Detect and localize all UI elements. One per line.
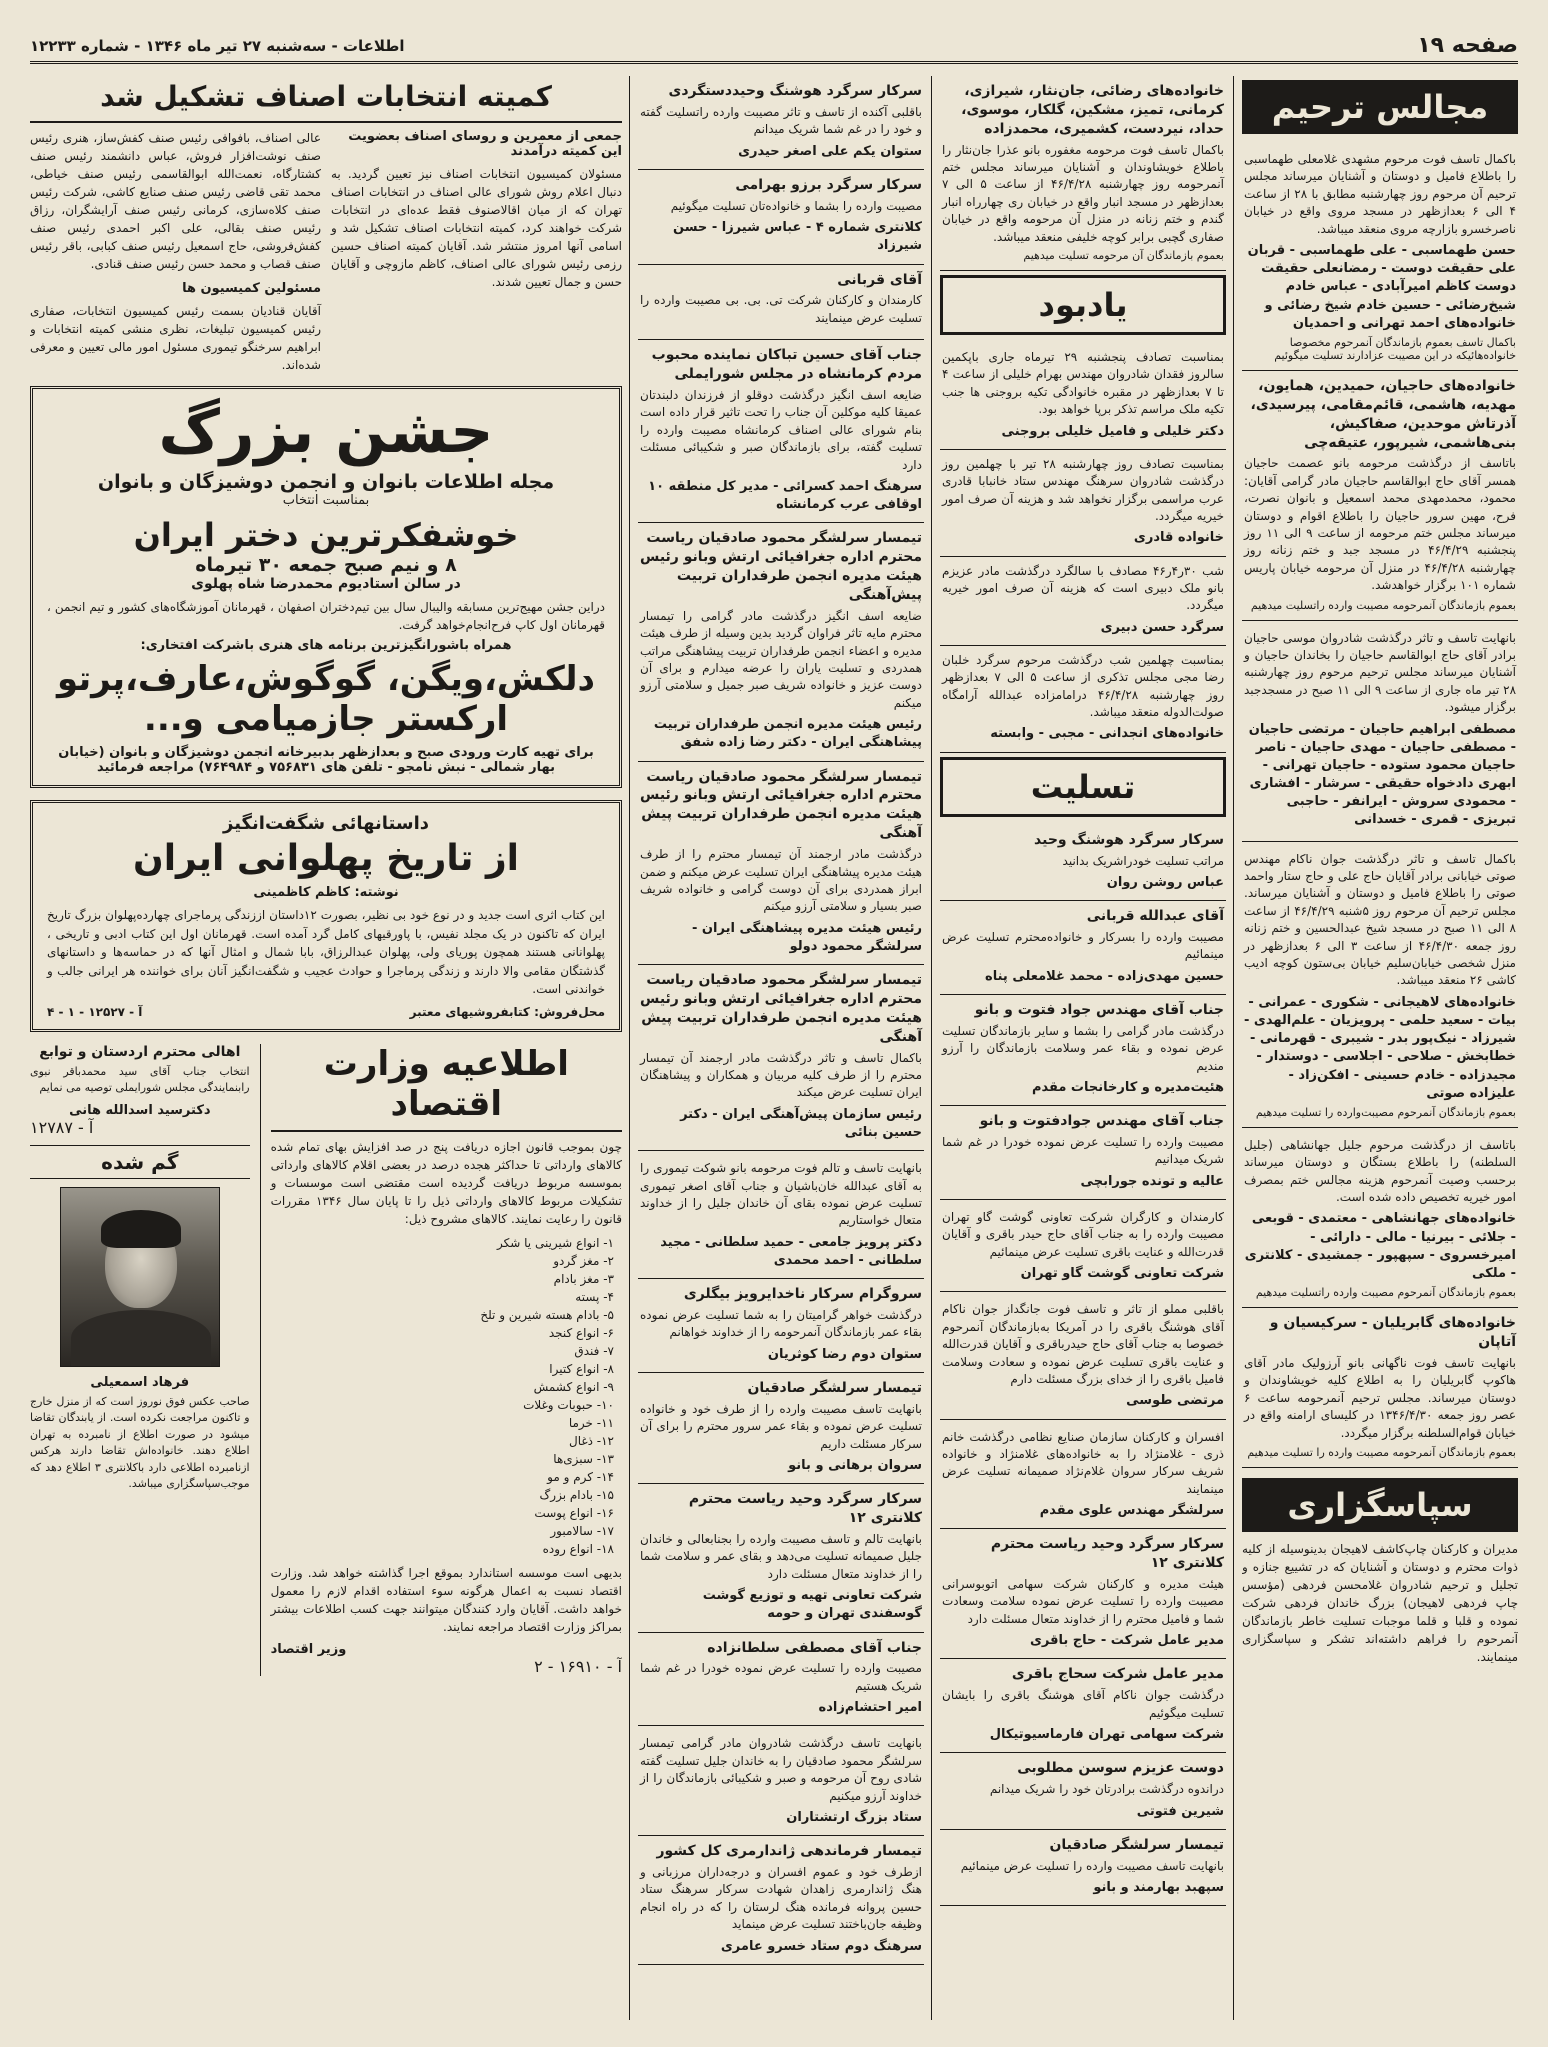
lost-body: صاحب عکس فوق نوروز است که از منزل خارج و تاکنون مراجعت نکرده است. از یابندگان تقاضا میشود در صورت اطلاع از نامبرده به تهران اطلاع دهند. خانواده‌اش تقاضا دارند هرکس ازنامبرده اطلاعی دارد باکلانتری ۳ اطلاع دهد که موجب‌سپاسگزاری میباشد. <box>30 1394 250 1491</box>
article-col-left <box>30 129 321 374</box>
gratitude-title: اهالی محترم اردستان و توابع <box>39 1043 241 1060</box>
notice-heading: تیمسار فرماندهی ژاندارمری کل کشور <box>656 1843 922 1860</box>
notice-block <box>940 76 1226 271</box>
article-body <box>30 129 622 374</box>
notice-body: بانهایت تاسف درگذشت شادروان مادر گرامی تیمسار سرلشگر محمود صادقیان را به خاندان جلیل تسلیت گفته شادی روح آن مرحومه و صبر و شکیبائی بازماندگان را از خداوند آرزو میکنیم <box>640 1736 922 1803</box>
notice-heading: سرکار سرگرد وحید ریاست محترم کلانتری ۱۲ <box>688 1491 922 1527</box>
notice-heading: تیمسار سرلشگر محمود صادقیان ریاست محترم اداره جغرافیائی ارتش وبانو رئیس هیئت مدیره انجمن طرفداران تربیت پیش آهنگی <box>640 768 922 842</box>
column-rule <box>1233 76 1234 2020</box>
ministry-items <box>271 1234 622 1558</box>
column-memorial-condolence <box>940 76 1226 2020</box>
notice-signature: مصطفی ابراهیم حاجیان - مرتضی حاجیان - مصطفی حاجیان - مهدی حاجیان - ناصر حاجیان محمود ستوده - حاجیان تهرانی - ابهری دادخواه حقیقی - سرشار - افشاری - محمودی سروش - ایرانفر - حاجبی تبریزی - قمری - خسدانی <box>1248 721 1516 828</box>
notice-block <box>940 825 1226 901</box>
notice-signature: خانواده‌های لاهیجانی - شکوری - عمرانی - بیات - سعید حلمی - پرویزیان - علم‌الهدی - شیرزاد - نیک‌پور بدر - شیبری - قهرمانی - خطابخش - صلاحی - اجلاسی - دوستدار - مجیدزاده - خادم حسینی - افکن‌زاد - علیزاده صوتی <box>1243 994 1516 1101</box>
notice-body: بمناسبت تصادف پنجشنبه ۲۹ تیرماه جاری باپکمین سالروز فقدان شادروان مهندس بهرام خلیلی از ساعت ۴ تا ۷ بعدازظهر در مقبره خانوادگی تکیه بروجنی ها جنب تکیه ملک مراسم تذکر برپا خواهد بود. <box>942 350 1225 417</box>
ministry-item: ۱۶- انواع پوست <box>534 1505 614 1520</box>
ad-tickets: برای تهیه کارت ورودی صبح و بعدازظهر بدبیرخانه انجمن دوشیزگان و بانوان (خیابان بهار شمالی - نبش نامجو - تلفن های ۷۵۶۸۳۱ و ۷۶۴۹۸۴) مراجعه فرمائید <box>58 745 594 775</box>
newspaper-page <box>30 30 1518 2020</box>
notice-heading: دوست عزیزم سوسن مطلوبی <box>1017 1760 1224 1777</box>
notice-signature: سرهنگ دوم ستاد خسرو عامری <box>720 1938 922 1954</box>
notice-body: باتاسف از درگذشت مرحومه بانو عصمت حاجیان همسر آقای حاج ابوالقاسم حاجیان مادر گرامی آقایان: محمود، محمدمهدی محمد اسمعیل و بانوان نصرت، فرح، مهین سرور حاجیان را باطلاع اقوام و دوستان میرساند مجلس ختم مرحومه از ساعت ۹ الی ۱۱ روز پنجشنبه ۴۶/۴/۲۹ در مسجد جبد و ختم زنانه روز چهارشنبه ۴۶/۴/۲۸ در منزل آن مرحومه خیابان پاریس شماره ۱۰۱ برگزار خواهدشد. <box>1244 456 1516 593</box>
notice-heading: تیمسار سرلشگر محمود صادقیان ریاست محترم اداره جغرافیائی ارتش وبانو رئیس هیئت مدیره انجمن طرفداران تربیت پیش‌آهنگی <box>640 530 922 603</box>
gratitude-text: مدیران و کارکنان چاپ‌کاشف لاهیجان بدینوسیله از کلیه ذوات محترم و دوستان و آشنایان که در تشییع جنازه و تجلیل و ترحیم شادروان غلامحسن فردهی (مؤسس چاپ فردهی لاهیجان) بزرگ خاندان فردهی شرکت نموده و قلبا و قلما موجبات تسلیت خاطر بازماندگان آنمرحوم را فراهم داشته‌اند تشکر و سپاسگزاری مینمایند. <box>1242 1541 1518 1664</box>
page-number: صفحه ۱۹ <box>1417 33 1518 58</box>
ad-book <box>30 800 622 1032</box>
ad-time: ۸ و نیم صبح جمعه ۳۰ تیرماه <box>195 554 457 576</box>
ministry-item: ۱۷- سالامبور <box>550 1523 614 1538</box>
notice-signature: عالیه و تونده جورابچی <box>1080 1173 1224 1189</box>
notice-body: بمناسبت تصادف روز چهارشنبه ۲۸ تیر با چهلمین روز درگذشت شادروان سرهنگ مهندس ستاد خانبابا قادری عرب مراسمی برگزار نخواهد شد و هزینه آن صرف امور خیریه میگردد. <box>942 456 1224 523</box>
notice-body: بانهایت تاسف و تاثر درگذشت شادروان موسی حاجیان برادر آقای حاج ابوالقاسم حاجیان را بخاندان حاجیان و آشنایان میرساند مجلس ترحیم مرحوم روز چهارشنبه ۲۸ تیر ماه جاری از ساعت ۹ الی ۱۱ صبح در مسجدجبد برگزار میشود. <box>1244 630 1517 715</box>
article-paragraph: عالی اصناف، بافوافی رئیس صنف کفش‌ساز، هنری رئیس صنف نوشت‌افزار فروش، عباس دانشمند رئیس صنف کشتارگاه، نعمت‌الله ابوالقاسمی رئیس صنف خیاطی، محمد تقی قاضی رئیس صنف صنایع کاشی، شرکت رئیس صنف کلاه‌سازی، کرمانی رئیس صنف آرایشگران، رزاق رئیس صنف بقالی، علی اکبر احمدی رئیس صنف کفش‌فروشی، حاج اسمعیل رئیس صنف کبابی، باقر رئیس صنف قصاب و محمد حسن رئیس صنف قنادی. <box>30 131 321 271</box>
notice-heading: خانواده‌های گابریلیان - سرکیسیان و آتاپان <box>1269 1315 1516 1351</box>
notice-body: مصیبت وارده را بسرکار و خانواده‌محترم تسلیت عرض مینمائیم <box>942 929 1224 962</box>
notice-body: ازطرف خود و عموم افسران و درجه‌داران مرزبانی و هنگ ژاندارمری زاهدان شهادت سرکار سرهنگ ستاد حسین پروانه فرمانده هنگ لرستان را که در راه انجام وظیفه جان‌باختند تسلیت عرض مینماید <box>640 1865 922 1932</box>
ministry-closing: بدیهی است موسسه استاندارد بموقع اجرا گذاشته خواهد شد. وزارت اقتصاد نسبت به اعمال هرگونه سوء استفاده اقدام لازم را معمول خواهد داشت. آقایان وارد کنندگان میتوانند جهت کسب اطلاعات بیشتر بمراکز وزارت اقتصاد مراجعه نمایند. <box>270 1565 622 1634</box>
notice-body: درگذشت مادر گرامی را بشما و سایر بازماندگان تسلیت عرض نموده و بقاء عمر وسلامت بازماندگان را آرزو مندیم <box>942 1023 1224 1073</box>
notice-signature: خانواده قادری <box>1133 530 1224 546</box>
notice-block <box>638 1484 924 1632</box>
notice-body: ضایعه اسف انگیز درگذشت دوقلو از فرزندان دلبندتان عمیقا کلیه موکلین آن جناب را تحت تاثیر قرار داده است بنام شورای عالی اصناف کرمانشاه مصیبت وارده را تسلیت گفته، برای بازماندگان صبر و شکیبائی مسئلت دارد <box>640 387 922 472</box>
notice-signature: خانواده‌های جهانشاهی - معتمدی - قوبعی - جلائی - بیرنیا - مالی - دارائی - امیرخسروی - سپهپور - جمشیدی - کلانتری - ملکی <box>1244 1211 1516 1282</box>
notice-heading: سرکار سرگرد هوشنگ وحیددستگردی <box>668 83 922 99</box>
notice-footer: بعموم بازماندگان آنمرحومه مصیبت وارده راتسلیت میدهیم <box>1250 598 1516 612</box>
notice-block <box>1242 1308 1518 1468</box>
ad-price: محل‌فروش: کتابفروشیهای معتبر <box>409 1004 605 1019</box>
notice-body: بانهایت تاسف مصیبت وارده را تسلیت عرض مینمائیم <box>960 1858 1224 1873</box>
notice-body: درگذشت جوان ناکام آقای هوشنگ باقری را بایشان تسلیت میگوئیم <box>942 1688 1224 1720</box>
notice-block <box>638 965 924 1151</box>
ad-kicker: داستانهائی شگفت‌انگیز <box>223 813 429 834</box>
notice-body: باقلبی آکنده از تاسف و تاثر مصیبت وارده راتسلیت گفته و خود را در غم شما شریک میدانم <box>640 104 922 137</box>
dateline: اطلاعات - سه‌شنبه ۲۷ تیر ماه ۱۳۴۶ - شماره ۱۲۲۳۳ <box>30 36 405 55</box>
notice-block <box>940 901 1226 995</box>
ministry-item: ۱۲- ذغال <box>568 1433 614 1448</box>
notice-block <box>638 1151 924 1279</box>
notice-signature: شرکت تعاونی گوشت گاو تهران <box>1020 1266 1224 1282</box>
notice-footer: بعموم بازماندگان آنمرحوم مصیبت وارده راتسلیت میدهیم <box>1255 1286 1516 1300</box>
gratitude-body: انتخاب جناب آقای سید محمدباقر نبوی رابنمایندگی مجلس شورایملی توصیه می نمایم <box>30 1064 250 1095</box>
notice-signature: رئیس هیئت مدیره انجمن طرفداران تربیت پیشاهنگی ایران - دکتر رضا زاده شفق <box>653 717 922 751</box>
notice-body: باتاسف از درگذشت مرحوم جلیل جهانشاهی (جلیل السلطنه) را باطلاع بستگان و دوستان میرساند برحسب وصیت آنمرحوم هزینه مجالس ختم بمصرف امور خیریه تخصیص داده شده است. <box>1244 1137 1516 1205</box>
ad-orchestra: ارکستر جازمیامی و... <box>143 699 509 739</box>
ministry-item: ۳- مغز بادام <box>553 1271 614 1286</box>
photo-hair <box>101 1210 181 1248</box>
notice-signature: شرکت سهامی تهران فارماسیوتیکال <box>989 1727 1224 1743</box>
ministry-item: ۱۱- خرما <box>568 1415 614 1430</box>
notice-block <box>940 1106 1226 1200</box>
notice-body: هیئت مدیره و کارکنان شرکت سهامی اتوبوسرانی مصیبت وارده را تسلیت عرض نموده سلامت وسعادت شما و فامیل محترم را از خداوند متعال مسئلت دارد <box>942 1577 1224 1626</box>
notice-block <box>940 450 1226 557</box>
notice-body: باکمال تاسف و تاثر درگذشت مادر ارجمند آن تیمسار محترم را از طرف کلیه مربیان و همکاران و پیشاهنگان ایران تسلیت عرض میکند <box>640 1050 922 1100</box>
notice-block <box>638 1836 924 1965</box>
notice-block <box>1242 842 1518 1128</box>
notice-signature: سرهنگ احمد کسرائی - مدیر کل منطقه ۱۰ اوقافی عرب کرمانشاه <box>648 478 922 513</box>
section-head-memorial-services: مجالس ترحیم <box>1242 80 1518 134</box>
notice-block <box>638 762 924 966</box>
photo-shoulders <box>71 1310 211 1366</box>
notice-body: باکمال تاسف فوت مرحومه مغفوره بانو عذرا جان‌نثار را باطلاع خویشاوندان و آشنایان میرساند مجلس ختم آنمرحومه روز چهارشنبه ۴۶/۴/۲۸ از ساعت ۵ الی ۷ بعدازظهر در مسجد انبار واقع در خیابان ری چهارراه انبار گندم و ختم زنانه در منزل آن مرحومه واقع در خیابان صفاری گچبی برابر کوچه خلیفی منعقد میباشد. <box>942 142 1224 244</box>
notice-heading: سرکار سرگرد وحید ریاست محترم کلانتری ۱۲ <box>990 1536 1224 1572</box>
ad-description: دراین جشن مهیج‌ترین مسابقه والیبال سال بین تیم‌دختران اصفهان ، قهرمانان آموزشگاه‌های کشور و تیم انجمن ، قهرمانان اول کاپ فرح‌انجام‌خواهد گرفت. <box>47 600 605 632</box>
article-paragraph: آقایان قنادیان بسمت رئیس کمیسیون انتخابات، صفاری رئیس کمیسیون تبلیغات، نظری منشی کمیته انتخابات و ابراهیم سرخنگو تیموری مسئول امور مالی تعیین و معرفی شده‌اند. <box>30 304 321 372</box>
ad-code: آ - ۱۲۵۲۷ - ۱ - ۴ <box>47 1004 143 1019</box>
notice-signature: هئیت‌مدیره و کارخانجات مقدم <box>1031 1080 1224 1096</box>
notice-block <box>940 995 1226 1106</box>
ad-author: نوشته: کاظم کاظمینی <box>253 885 399 900</box>
notice-block <box>1242 1128 1518 1308</box>
notice-heading: تیمسار سرلشگر صادقیان <box>1049 1836 1224 1853</box>
notice-footer: بعموم بازماندگان آنمرحوم مصیبت‌وارده را تسلیت میدهیم <box>1255 1105 1516 1119</box>
notice-block <box>638 523 924 761</box>
notice-block <box>940 1659 1226 1753</box>
notice-signature: ستوان یکم علی اصغر حیدری <box>738 143 922 159</box>
notice-signature: دکتر پرویز جامعی - حمید سلطانی - مجید سلطانی - احمد محمدی <box>660 1234 922 1268</box>
ministry-sign: وزیر اقتصاد <box>270 1641 347 1657</box>
ad-headline: خوشفکرترین دختر ایران <box>133 516 519 554</box>
ministry-item: ۶- انواع کنجد <box>548 1325 614 1340</box>
missing-person-name: فرهاد اسمعیلی <box>90 1374 190 1390</box>
ministry-item: ۱۳- سبزی‌ها <box>553 1451 614 1466</box>
notice-block <box>940 1420 1226 1530</box>
notice-body: مراتب تسلیت خودراشریک بدانید <box>1062 853 1224 868</box>
ad-book-title <box>47 838 605 879</box>
notice-signature: مرتضی طوسی <box>1126 1393 1224 1409</box>
notice-signature: خانواده‌های انجدانی - مجبی - وابسته <box>990 726 1224 742</box>
article-paragraph: مسئولان کمیسیون انتخابات اصناف نیز تعیین گردید. به دنبال اعلام روش شورای عالی اصناف در انتخابات اصناف تهران که از میان اقالاصنوف فقط عده‌ای در انتخابات شرکت خواهند کرد، کمیته انتخابات اصناف تشکیل شد و اسامی آنها امروز منتشر شد. آقایان کمیته اصناف حسین رزمی رئیس شورای عالی اصناف، کاظم مازوچی و آقایان حسن و جمال تعیین شدند. <box>331 167 622 289</box>
notice-heading: آقای عبدالله قربانی <box>1086 908 1224 925</box>
notice-body: درگذشت خواهر گرامیتان را به شما تسلیت عرض نموده بقاء عمر بازماندگان آنمرحومه را از خداوند خواهانم <box>640 1308 922 1340</box>
notice-signature: امیر احتشام‌زاده <box>818 1700 922 1716</box>
ministry-item: ۹- انواع کشمش <box>533 1379 614 1394</box>
ad-grand-festival <box>30 386 622 788</box>
notice-block <box>940 1830 1226 1906</box>
notice-block <box>940 557 1226 646</box>
notice-signature: حسین مهدی‌زاده - محمد غلامعلی پناه <box>985 968 1224 984</box>
notice-heading: تیمسار سرلشگر محمود صادقیان ریاست محترم اداره جغرافیائی ارتش وبانو رئیس هیئت مدیره انجمن طرفداران تربیت پیش آهنگی <box>640 972 922 1045</box>
notice-footer: بعموم بازماندگان آنمرحومه مصیبت وارده را تسلیت میدهیم <box>1247 1445 1516 1459</box>
condolence-list-2 <box>638 76 924 1965</box>
ministry-item: ۲- مغز گردو <box>553 1253 614 1268</box>
ministry-intro: چون بموجب قانون اجازه دریافت پنج در صد افزایش بهای تمام شده کالاهای وارداتی تا حداکثر هجده درصد در بعضی اقلام کالاهای وارداتی بموسسه مربوط دریافت گردیده است مقتضی است موسسات و تشکیلات مربوط کالاهای وارداتی ذیل را تا پایان سال ۱۳۴۶ مقررات قانون را رعایت نمایند. کالاهای مشروح ذیل: <box>270 1139 622 1226</box>
ministry-item: ۵- بادام هسته شیرین و تلخ <box>480 1307 614 1322</box>
notice-block <box>940 1753 1226 1829</box>
notice-block <box>638 1279 924 1373</box>
notice-block <box>1242 142 1518 371</box>
column-news-ads <box>30 76 622 2020</box>
notice-signature: حسن طهماسبی - علی طهماسبی - قربان علی حقیقت دوست - رمضانعلی حقیقت دوست کاظم امیرآبادی - عباس خادم شیخ‌رضائی - حسین خادم شیخ رضائی و خانواده‌های احمد تهرانی و احمدیان <box>1247 242 1516 331</box>
ad-book-title-b: پهلوانی ایران <box>132 838 374 879</box>
page-header <box>30 30 1518 64</box>
ministry-item: ۱۵- بادام بزرگ <box>539 1487 614 1502</box>
notice-body: مصیبت وارده را تسلیت عرض نموده خودرا در غم شما شریک میدانیم <box>942 1135 1224 1167</box>
section-head-condolence: تسلیت <box>940 757 1226 817</box>
notice-block <box>638 170 924 265</box>
section-head-gratitude: سپاسگزاری <box>1242 1478 1518 1532</box>
notice-signature: عباس روشن روان <box>1106 874 1224 890</box>
article-bullet: جمعی از معمرین و روسای اصناف بعضویت این کمیته درآمدند <box>348 129 622 159</box>
notice-heading: جناب آقای حسین تباکان نماینده محبوب مردم کرمانشاه در مجلس شورایملی <box>651 347 922 383</box>
notice-body: کارمندان و کارگران شرکت تعاونی گوشت گاو تهران مصیبت وارده را به جناب آقای حاج حیدر باقری و آقایان قدرت‌الله و عنایت باقری تسلیت عرض مینمائیم <box>942 1210 1224 1259</box>
ministry-item: ۱۴- کرم و مو <box>547 1469 614 1484</box>
obituary-list <box>1242 142 1518 1468</box>
column-rule <box>629 76 630 2020</box>
notice-block <box>940 343 1226 450</box>
notice-block <box>940 1292 1226 1419</box>
ad-venue: در سالن استادیوم محمدرضا شاه پهلوی <box>191 576 461 592</box>
ministry-item: ۴- پسته <box>575 1289 614 1304</box>
missing-person-photo <box>60 1187 220 1367</box>
notice-heading: سرکار سرگرد برزو بهرامی <box>735 176 922 193</box>
notice-body: کارمندان و کارکنان شرکت تی. بی. بی مصیبت وارده را تسلیت عرض مینمایند <box>640 293 922 325</box>
notice-heading: سرکار سرگرد هوشنگ وحید <box>1034 831 1224 848</box>
ad-title: جشن بزرگ <box>158 397 494 467</box>
memorial-list <box>940 343 1226 753</box>
notice-block <box>638 1633 924 1727</box>
notice-body: بانهایت تالم و تاسف مصیبت وارده را بجنابعالی و خاندان جلیل صمیمانه تسلیت می‌دهد و بقای عمر و سلامت شما را از خداوند متعال مسئلت دارد <box>640 1532 922 1581</box>
notice-heading: مدیر عامل شرکت سحاج باقری <box>1011 1666 1224 1683</box>
notice-heading: سروگرام سرکار ناخدایرویز بیگلری <box>683 1286 922 1303</box>
notice-signature: ستاد بزرگ ارتشتاران <box>786 1809 922 1825</box>
article-title: کمیته انتخابات اصناف تشکیل شد <box>30 76 622 123</box>
ministry-notice <box>271 1044 622 1676</box>
notice-footer: بعموم بازماندگان آن مرحومه تسلیت میدهیم <box>1023 249 1224 263</box>
notice-signature: سرگرد حسن دبیری <box>1100 619 1224 635</box>
column-obituaries <box>1242 76 1518 2020</box>
notice-signature: دکتر خلیلی و فامیل خلیلی بروجنی <box>1001 423 1224 439</box>
gratitude-sign: دکترسید اسدالله هانی <box>69 1102 211 1118</box>
ministry-title: اطلاعیه وزارت اقتصاد <box>271 1044 622 1132</box>
ministry-item: ۱۰- حبوبات وغلات <box>523 1397 614 1412</box>
notice-signature: شرکت تعاونی تهیه و توزیع گوشت گوسفندی تهران و حومه <box>702 1588 922 1622</box>
notice-block <box>638 340 924 523</box>
notice-block <box>940 1529 1226 1659</box>
notice-signature: کلانتری شماره ۴ - عباس شیرزا - حسن شیرزاد <box>673 220 922 254</box>
ministry-item: ۷- فندق <box>574 1343 614 1358</box>
ministry-code: آ - ۱۶۹۱۰ - ۲ <box>534 1656 622 1676</box>
notice-body: مصیبت وارده را بشما و خانواده‌تان تسلیت میگوئیم <box>670 198 922 213</box>
notice-body: باکمال تاسف و تاثر درگذشت جوان ناکام مهندس صوتی خیابانی برادر آقایان حاج علی و حاج ستار واحمد صوتی را باطلاع فامیل و دوستان و آشنایان میرساند. مجلس ترحیم آن مرحوم روز ۵شنبه ۴۶/۴/۲۹ از ساعت ۸ الی ۱۱ صبح در مسجد شیخ عبدالحسین و ختم زنانه روز جمعه ۴۶/۴/۳۰ از ساعت ۳ الی ۶ بعدازظهر در منزل شخصی خیابان‌سلیم خیابان بی‌ستون کوچه ادیب کاشی ۲۶ منعقد میباشد. <box>1244 851 1517 988</box>
side-notices <box>30 1044 250 1676</box>
notice-body: ضایعه اسف انگیز درگذشت مادر گرامی را تیمسار محترم مایه تاثر فراوان گردید بدین وسیله از طرف هیئت مدیره و اعضاء انجمن طرفداران تربیت پیشاهنگی مراتب همدردی و تسلیت یاران را عرضه میدارم و برای آن دوست عزیز و خانواده شریف صبر جمیل و سلامتی آرزو میکنم <box>640 608 922 710</box>
section-head-memorial: یادبود <box>940 275 1226 335</box>
notice-body: درگذشت مادر ارجمند آن تیمسار محترم را از طرف هیئت مدیره پیشاهنگی ایران تسلیت عرض میکنم و ضمن ابراز همدردی برای آن دوست گرامی و خانواده شریف صبر بسیار و سلامتی آرزو میکنم <box>640 847 922 914</box>
notice-footer: باکمال تاسف بعموم بازماندگان آنمرحوم مخصوصا خانواده‌هائیکه در این مصیبت عزادارند تسلیت میگوئیم <box>1274 335 1516 362</box>
notice-body: بانهایت تاسف و تالم فوت مرحومه بانو شوکت تیموری را به آقای عبدالله خان‌باشیان و جناب آقای اصغر تیموری تسلیت عرض نموده بقای آن خاندان جلیل را از خداوند متعال خواستاریم <box>640 1161 922 1228</box>
ministry-item: ۱- انواع شیرینی یا شکر <box>497 1235 614 1250</box>
notice-body: باقلبی مملو از تاثر و تاسف فوت جانگداز جوان ناکام آقای هوشنگ باقری را در آمریکا به‌بازماندگان آنمرحوم خصوصا به جناب آقای حاج حیدرباقری و آقایان قدرت‌الله و عنایت باقری تسلیت عرض نموده و سعادت وسلامت فامیل باقری را از خدای بزرگ مسئلت دارم <box>942 1302 1224 1386</box>
article-subhead: مسئولین کمیسیون ها <box>182 281 321 296</box>
notice-signature: سرلشگر مهندس علوی مقدم <box>1039 1503 1224 1519</box>
ad-book-title-a: از تاریخ <box>386 838 520 879</box>
notice-block <box>638 265 924 341</box>
notice-heading: تیمسار سرلشگر صادقیان <box>747 1379 922 1396</box>
notice-heading: جناب آقای مهندس جوادفتوت و بانو <box>979 1113 1224 1130</box>
ad-occasion: بمناسبت انتخاب <box>282 493 370 508</box>
notice-signature: رئیس سازمان پیش‌آهنگی ایران - دکتر حسین بنائی <box>680 1106 922 1140</box>
notice-signature: سپهبد بهارمند و بانو <box>1093 1880 1224 1896</box>
ad-artists: دلکش،ویگن، گوگوش،عارف،پرتو <box>57 659 595 699</box>
article-col-right <box>331 129 622 374</box>
notice-block <box>940 1200 1226 1292</box>
notice-block <box>1242 621 1518 842</box>
bottom-row <box>30 1044 622 1676</box>
notice-block <box>940 646 1226 753</box>
ad-footer <box>47 1005 605 1019</box>
lost-title: گم شده <box>30 1145 250 1179</box>
condolence-list <box>940 825 1226 1907</box>
ad-subtitle: مجله اطلاعات بانوان و انجمن دوشیزگان و بانوان <box>97 471 555 493</box>
notice-heading: جناب آقای مهندس جواد فتوت و بانو <box>974 1001 1224 1018</box>
notice-block <box>638 76 924 170</box>
notice-body: شب ۳۰ر۴ر۴۶ مصادف با سالگرد درگذشت مادر عزیزم بانو ملک دبیری است که هزینه آن صرف امور خیریه میگردد. <box>942 563 1225 613</box>
notice-block <box>638 1726 924 1836</box>
notice-signature: رئیس هیئت مدیره پیشاهنگی ایران - سرلشگر محمود دولو <box>692 920 922 954</box>
notice-heading: خانواده‌های حاجیان، حمیدین، همایون، مهدیه، هاشمی، قائم‌مقامی، پیرسیدی، آذرتاش موحدین، صفاکیش، بنی‌هاشمی، شیرپور، عتیقه‌چی <box>1250 377 1516 451</box>
ministry-item: ۱۸- انواع روده <box>542 1541 614 1556</box>
ad-body: این کتاب اثری است جدید و در نوع خود بی نظیر، بصورت ۱۲داستان اززندگی پرماجرای چهارده‌پهلوان بزرگ تاریخ ایران که تاکنون در یک مجلد نفیس، با پاورقیهای کامل گرد آمده است. قهرمانان اول این کتاب ادبی و تاریخی ، پهلوانانی هستند همچون پوریای ولی، پهلوان عبدالرزاق، بابا شمال و امثال آنها که در حماسه‌ها و داستانهای گذشتگان مقامی والا دارند و زندگی پرماجرا و حوادث عجیب و شگفت‌انگیز آنان برای خواننده هر ایرانی جالب و خواندنی است. <box>47 908 605 997</box>
notice-heading: جناب آقای مصطفی سلطانزاده <box>707 1639 922 1656</box>
notice-block <box>1242 371 1518 621</box>
ministry-item: ۸- انواع کتیرا <box>549 1361 614 1376</box>
notice-body: بمناسبت چهلمین شب درگذشت مرحوم سرگرد خلبان رضا مجی مجلس تذکری از ساعت ۵ الی ۷ بعدازظهر روز چهارشنبه ۴۶/۴/۲۸ درامامزاده عبدالله آرامگاه صولت‌الدوله منعقد میباشد. <box>942 652 1224 720</box>
notice-block <box>638 1373 924 1484</box>
gratitude-code: آ - ۱۲۷۸۷ <box>30 1117 94 1137</box>
notice-signature: مدیر عامل شرکت - حاج باقری <box>1029 1633 1224 1649</box>
notice-body: بانهایت تاسف فوت ناگهانی بانو آرزولیک مادر آقای هاکوپ گابریلیان را به اطلاع کلیه خویشاوندان و دوستان میرساند. مجلس ترحیم آنمرحومه ساعت ۶ عصر روز جمعه ۱۳۴۶/۴/۳۰ در کلیسای ارامنه واقع در خیابان قوام‌السلطنه برگزار میگردد. <box>1244 1356 1517 1440</box>
notice-body: بانهایت تاسف مصیبت وارده را از طرف خود و خانواده تسلیت عرض نموده و بقاء عمر سرور محترم را برای آن سرکار مسئلت داریم <box>640 1401 922 1451</box>
notice-heading: آقای قربانی <box>837 271 922 288</box>
column-rule <box>931 76 932 2020</box>
notice-signature: ستوان دوم رضا کوثریان <box>767 1346 922 1362</box>
notice-body: دراندوه درگذشت برادرتان خود را شریک میدانم <box>989 1782 1224 1797</box>
notice-body: باکمال تاسف فوت مرحوم مشهدی غلامعلی طهماسبی را باطلاع فامیل و دوستان و آشنایان میرساند مجلس ترحیم آن مرحوم روز چهارشنبه مطابق با ۲۸ از ساعت ۴ الی ۶ بعدازظهر در مسجد مروی واقع در خیابان ناصرخسرو بازارچه مروی منعقد میباشد. <box>1244 152 1516 236</box>
notice-body: افسران و کارکنان سازمان صنایع نظامی درگذشت خانم ذری - غلامنژاد را به خانواده‌های غلامنژاد و خانواده شریف سرکار سروان غلام‌نژاد صمیمانه تسلیت عرض مینمایند <box>942 1429 1224 1496</box>
notice-signature: شیرین فتوتی <box>1136 1803 1224 1819</box>
notice-body: مصیبت وارده را تسلیت عرض نموده خودرا در غم شما شریک هستیم <box>640 1661 922 1693</box>
column-condolence-2 <box>638 76 924 2020</box>
notice-heading: خانواده‌های رضائی، جان‌نثار، شیرازی، کرمانی، تمیز، مشکین، گلکار، موسوی، حداد، نیردست، کشمیری، محمدزاده <box>961 83 1224 137</box>
column-rule <box>260 1044 261 1676</box>
ad-with: همراه باشورانگیزترین برنامه های هنری باشرکت افتخاری: <box>140 638 512 653</box>
notice-signature: سروان برهانی و بانو <box>788 1458 922 1474</box>
